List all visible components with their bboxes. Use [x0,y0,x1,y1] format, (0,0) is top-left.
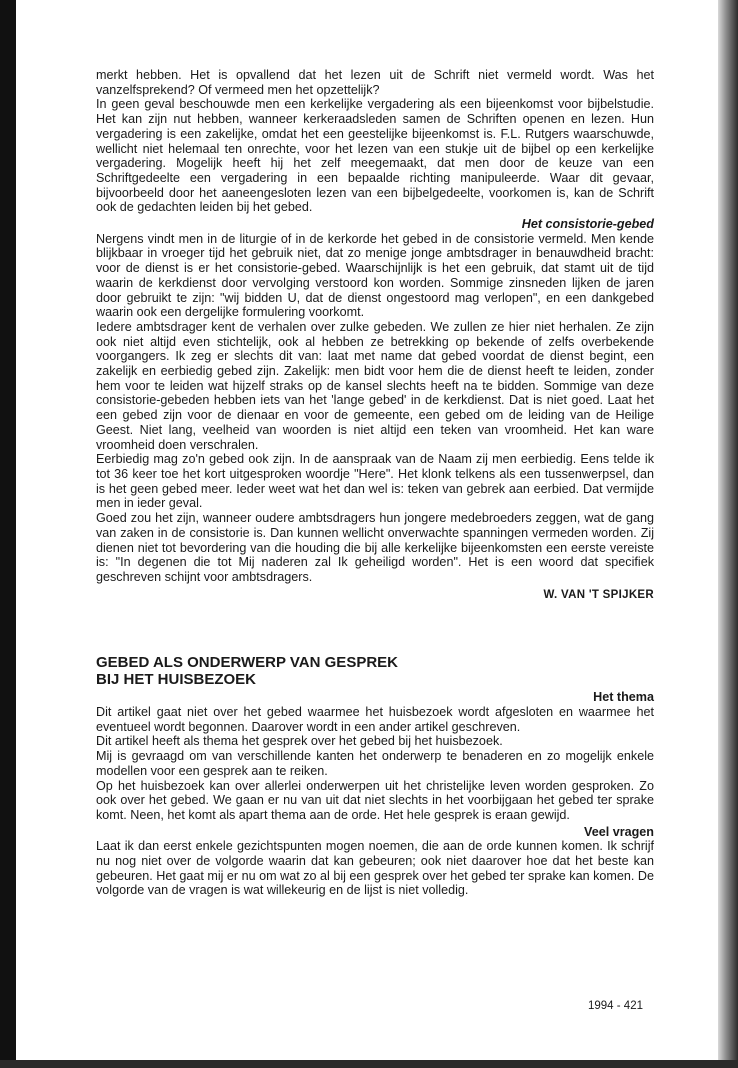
subheading-consistorie-gebed: Het consistorie-gebed [521,217,654,232]
paragraph: Dit artikel heeft als thema het gesprek over het gebed bij het huisbezoek. [96,734,503,749]
author-signature: W. VAN 'T SPIJKER [543,588,654,601]
paragraph: In geen geval beschouwde men een kerkelijke vergadering als een bijeenkomst voor bijbelstudie. Het kan zijn nut hebben, wanneer kerkeraadsleden samen de Schriften openen en lezen. Hun vergadering is een zakelijke, omdat het een geestelijke bijeenkomst is. F.L. Rutgers waarschuwde, wellicht niet helemaal ten onrechte, voor het lezen van een stukje uit de bijbel op een kerkelijke vergadering. Mogelijk heeft hij het zelf meegemaakt, dat men door de keuze van een Schriftgedeelte een vergadering in een bepaalde richting manipuleerde. Waar dit gevaar, bijvoorbeeld door het aaneengesloten lezen van een bijbelgedeelte, voorkomen is, kan de Schrift ook de gedachten leiden bij het gebed. [96,97,654,215]
paragraph: Goed zou het zijn, wanneer oudere ambtsdragers hun jongere medebroeders zeggen, wat de gang van zaken in de consistorie is. Dan kunnen wellicht onverwachte spanningen vermeden worden. Zij dienen niet tot bevordering van die houding die bij alle kerkelijke bijeenkomsten een eerste vereiste is: "In degenen die tot Mij naderen zal Ik geheiligd worden". Het is een woord dat specifiek geschreven schijnt voor ambtsdragers. [96,511,654,584]
paragraph: Op het huisbezoek kan over allerlei onderwerpen uit het christelijke leven worden gesproken. Zo ook over het gebed. We gaan er nu van uit dat niet slechts in het voorbijgaan het gebed ter sprake komt. Neen, het komt als apart thema aan de orde. Het hele gesprek is eraan gewijd. [96,778,654,822]
scan-border-bottom [0,1060,738,1068]
scan-border-left [0,0,16,1068]
article-consistorie [96,68,654,602]
paragraph: Mij is gevraagd om van verschillende kanten het onderwerp te benaderen en zo mogelijk enkele modellen voor een gesprek aan te reiken. [96,749,654,778]
paragraph: Eerbiedig mag zo'n gebed ook zijn. In de aanspraak van de Naam zij men eerbiedig. Eens telde ik tot 36 keer toe het kort uitgesproken woordje "Here". Het klonk telkens als een tussenwerpsel, dan is het geen gebed meer. Ieder weet wat het dan wel is: teken van gebrek aan eerbied. Dat vermijde men in ieder geval. [96,452,654,511]
paragraph: Laat ik dan eerst enkele gezichtspunten mogen noemen, die aan de orde kunnen komen. Ik schrijf nu nog niet over de volgorde waarin dat kan gebeuren; ook niet daarover hoe dat het beste kan gebeuren. Het gaat mij er nu om wat zo al bij een gesprek over het gebed ter sprake kan komen. De volgorde van de vragen is wat willekeurig en de lijst is niet volledig. [96,839,654,898]
scan-border-right [718,0,738,1068]
article-title [96,654,654,688]
paragraph: merkt hebben. Het is opvallend dat het lezen uit de Schrift niet vermeld wordt. Was het vanzelfsprekend? Of vermeed men het opzettelijk? [96,68,654,97]
article-title-line-1: GEBED ALS ONDERWERP VAN GESPREK [96,654,398,672]
subheading-veel-vragen: Veel vragen [583,824,654,839]
subheading-het-thema: Het thema [593,690,654,705]
paragraph: Nergens vindt men in de liturgie of in de kerkorde het gebed in de consistorie vermeld. Men kende blijkbaar in vroeger tijd het gebruik niet, dat zo menige jonge ambtsdrager in benauwdheid bracht: voor de dienst is er het consistorie-gebed. Waarschijnlijk is het een gebruik, dat stamt uit de tijd waarin de kerkdienst door vervolging verstoord kon worden. Sommige zinsneden lijken de jaren door gebruikt te zijn: "wij bidden U, dat de dienst ongestoord mag verlopen", en een dankgebed waarin ook een dergelijke formulering voorkomt. [96,231,654,320]
paragraph: Dit artikel gaat niet over het gebed waarmee het huisbezoek wordt afgesloten en waarmee het eventueel wordt begonnen. Daarover wordt in een ander artikel geschreven. [96,705,654,734]
paragraph: Iedere ambtsdrager kent de verhalen over zulke gebeden. We zullen ze hier niet herhalen. Ze zijn ook niet altijd even stichtelijk, ook al hebben ze betrekking op bekende of zelfs overbekende voorgangers. Ik zeg er slechts dit van: laat met name dat gebed voordat de dienst begint, een zakelijk en eerbiedig gebed zijn. Zakelijk: men bidt voor hem die de dienst heeft te leiden, zonder hem voor te leiden wat hijzelf straks op de kansel slechts heeft na te bidden. Sommige van deze consistorie-gebeden hebben iets van het 'lange gebed' in de kerkdienst. Dat is niet goed. Laat het een gebed zijn voor de dienaar en voor de gemeente, een gebed om de leiding van de Heilige Geest. Niet lang, veelheid van woorden is niet altijd een teken van vroomheid. Het kan ware vroomheid doen verschralen. [96,319,654,452]
article-title-line-2: BIJ HET HUISBEZOEK [96,671,257,689]
article-huisbezoek [96,654,654,898]
page-number: 1994 - 421 [588,1000,643,1012]
page-content [96,68,654,898]
